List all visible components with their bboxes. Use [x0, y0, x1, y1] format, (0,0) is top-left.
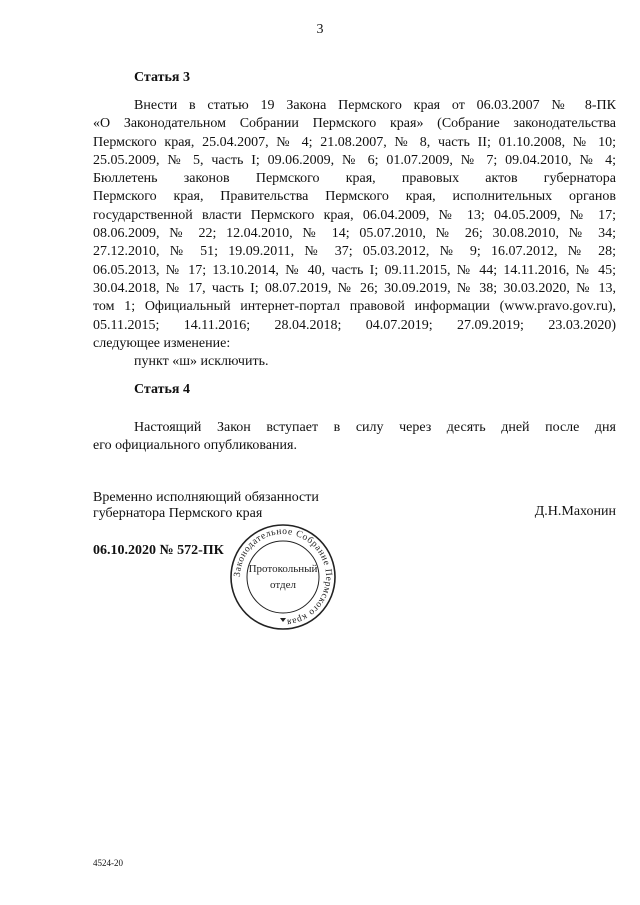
stamp-mark-icon: [280, 618, 286, 622]
law-date-number: 06.10.2020 № 572-ПК: [93, 543, 224, 558]
stamp-ring-text: Законодательное Собрание Пермского края: [232, 526, 334, 627]
svg-text:Законодательное Собрание Пермс: [233, 527, 333, 627]
stamp-center-line: отдел: [270, 579, 296, 591]
page-number: 3: [316, 22, 324, 37]
article-3-line: государственной власти Пермского края, 06.04.2009, № 13; 04.05.2009, № 17;: [93, 207, 616, 223]
document-code: 4524-20: [93, 858, 123, 868]
article-3-body: [93, 97, 616, 371]
article-3-line: 06.05.2013, № 17; 13.10.2014, № 40, часть I; 09.11.2015, № 44; 14.11.2016, № 45;: [93, 262, 616, 278]
article-3-line: «О Законодательном Собрании Пермского края» (Собрание законодательства: [93, 116, 616, 132]
article-3-line: следующее изменение:: [93, 335, 231, 351]
article-4-body: [93, 419, 616, 456]
signatory-title: [93, 490, 319, 522]
article-3-line: 30.04.2018, № 17, часть I; 08.07.2019, № 26; 30.09.2019, № 38; 30.03.2020, № 13,: [93, 280, 616, 296]
article-3-line: 27.12.2010, № 51; 19.09.2011, № 37; 05.03.2012, № 9; 16.07.2012, № 28;: [93, 244, 616, 260]
article-3-line: Пермского края, Правительства Пермского края, исполнительных органов: [93, 189, 616, 205]
article-4-line: его официального опубликования.: [93, 438, 297, 454]
article-3-line: том 1; Официальный интернет-портал правовой информации (www.pravo.gov.ru),: [93, 299, 616, 315]
article-3-line: 05.11.2015; 14.11.2016; 28.04.2018; 04.07.2019; 27.09.2019; 23.03.2020): [93, 317, 616, 333]
signatory-title-line: Временно исполняющий обязанности: [93, 490, 319, 505]
article-3-heading: Статья 3: [134, 70, 190, 85]
signatory-name: Д.Н.Махонин: [534, 504, 616, 519]
article-4-heading: Статья 4: [134, 382, 190, 397]
article-4-line: Настоящий Закон вступает в силу через десять дней после дня: [134, 420, 616, 435]
signatory-title-line: губернатора Пермского края: [93, 506, 263, 521]
stamp-center-line: Протокольный: [248, 563, 318, 575]
article-3-line: Бюллетень законов Пермского края, правовых актов губернатора: [93, 171, 616, 187]
article-3-line: 08.06.2009, № 22; 12.04.2010, № 14; 05.07.2010, № 26; 30.08.2010, № 34;: [93, 226, 616, 242]
registration-stamp: [228, 522, 338, 632]
article-3-line: Внести в статью 19 Закона Пермского края от 06.03.2007 № 8-ПК: [134, 98, 616, 113]
article-3-line: 25.05.2009, № 5, часть I; 09.06.2009, № 6; 01.07.2009, № 7; 09.04.2010, № 4;: [93, 152, 616, 168]
article-3-line: Пермского края, 25.04.2007, № 4; 21.08.2007, № 8, часть II; 01.10.2008, № 10;: [93, 134, 616, 150]
article-3-line: пункт «ш» исключить.: [134, 354, 269, 370]
